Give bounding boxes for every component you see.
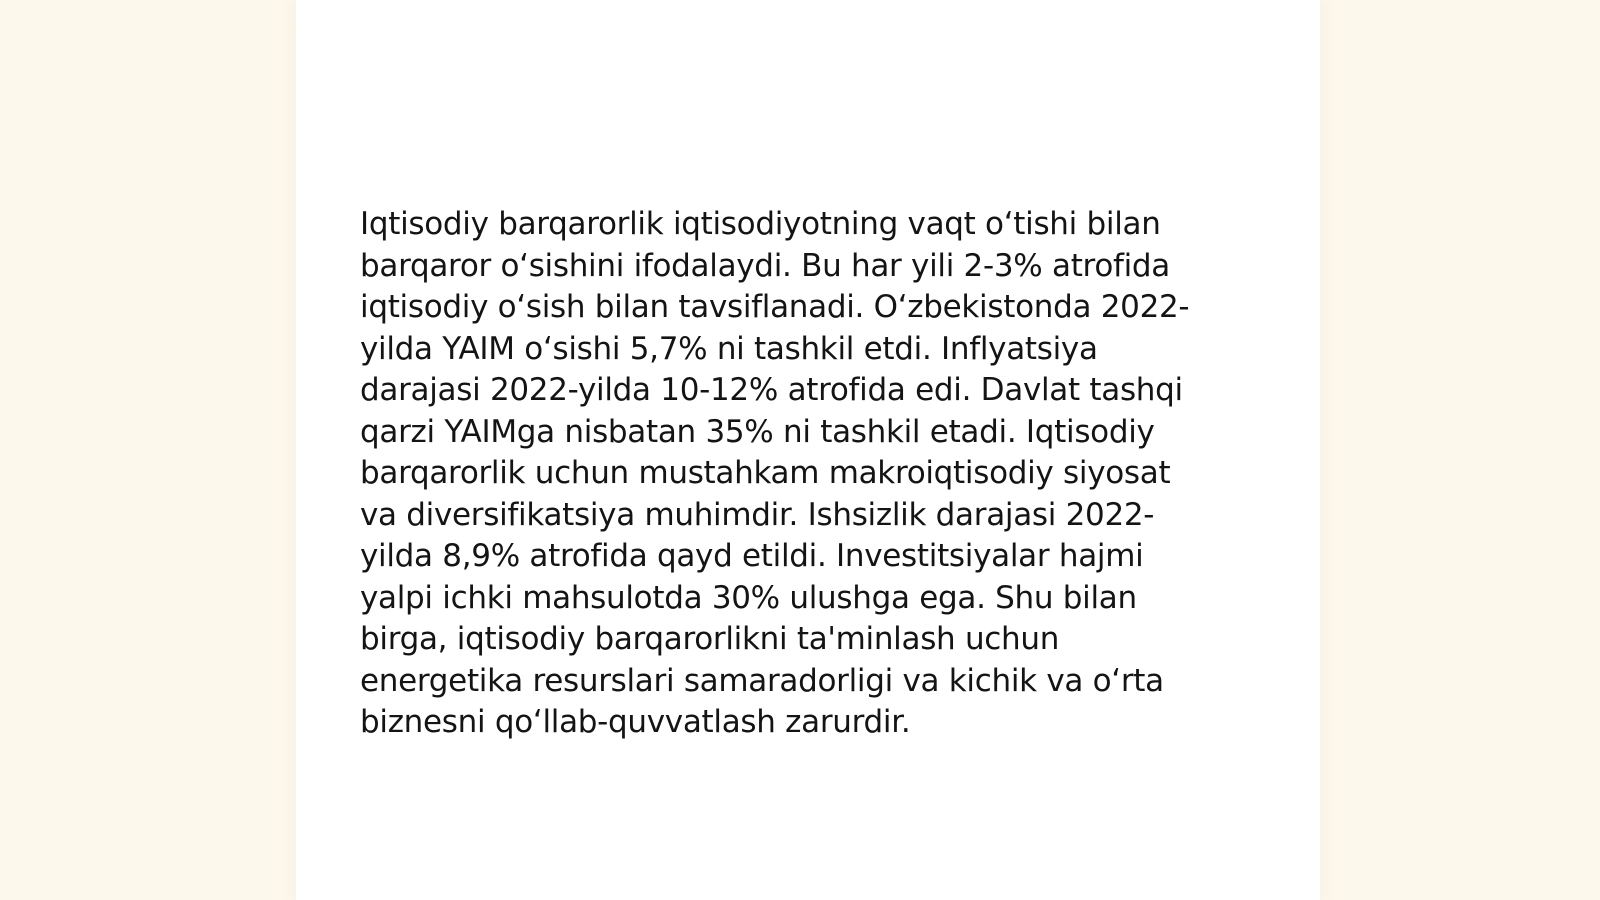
paragraph-line: energetika resurslari samaradorligi va kichik va o‘rta	[360, 662, 1164, 699]
paragraph-line: biznesni qo‘llab-quvvatlash zarurdir.	[360, 704, 911, 740]
document-sheet	[296, 0, 1320, 900]
paragraph-line: barqaror o‘sishini ifodalaydi. Bu har yili 2-3% atrofida	[360, 247, 1170, 284]
paragraph-line: Iqtisodiy barqarorlik iqtisodiyotning vaqt o‘tishi bilan	[360, 206, 1161, 242]
paragraph-line: barqarorlik uchun mustahkam makroiqtisodiy siyosat	[360, 455, 1171, 491]
paragraph-line: yilda YAIM o‘sishi 5,7% ni tashkil etdi. Inflyatsiya	[360, 330, 1098, 367]
paragraph-line: iqtisodiy o‘sish bilan tavsiflanadi. O‘zbekistonda 2022-	[360, 289, 1190, 325]
paragraph-line: qarzi YAIMga nisbatan 35% ni tashkil etadi. Iqtisodiy	[360, 413, 1155, 450]
paragraph-line: yilda 8,9% atrofida qayd etildi. Investitsiyalar hajmi	[360, 538, 1144, 574]
paragraph-line: yalpi ichki mahsulotda 30% ulushga ega. Shu bilan	[360, 579, 1137, 616]
paragraph-line: va diversifikatsiya muhimdir. Ishsizlik darajasi 2022-	[360, 496, 1155, 533]
body-paragraph	[360, 204, 1240, 744]
paragraph-line: birga, iqtisodiy barqarorlikni ta'minlash uchun	[360, 621, 1060, 657]
paragraph-line: darajasi 2022-yilda 10-12% atrofida edi. Davlat tashqi	[360, 372, 1183, 408]
